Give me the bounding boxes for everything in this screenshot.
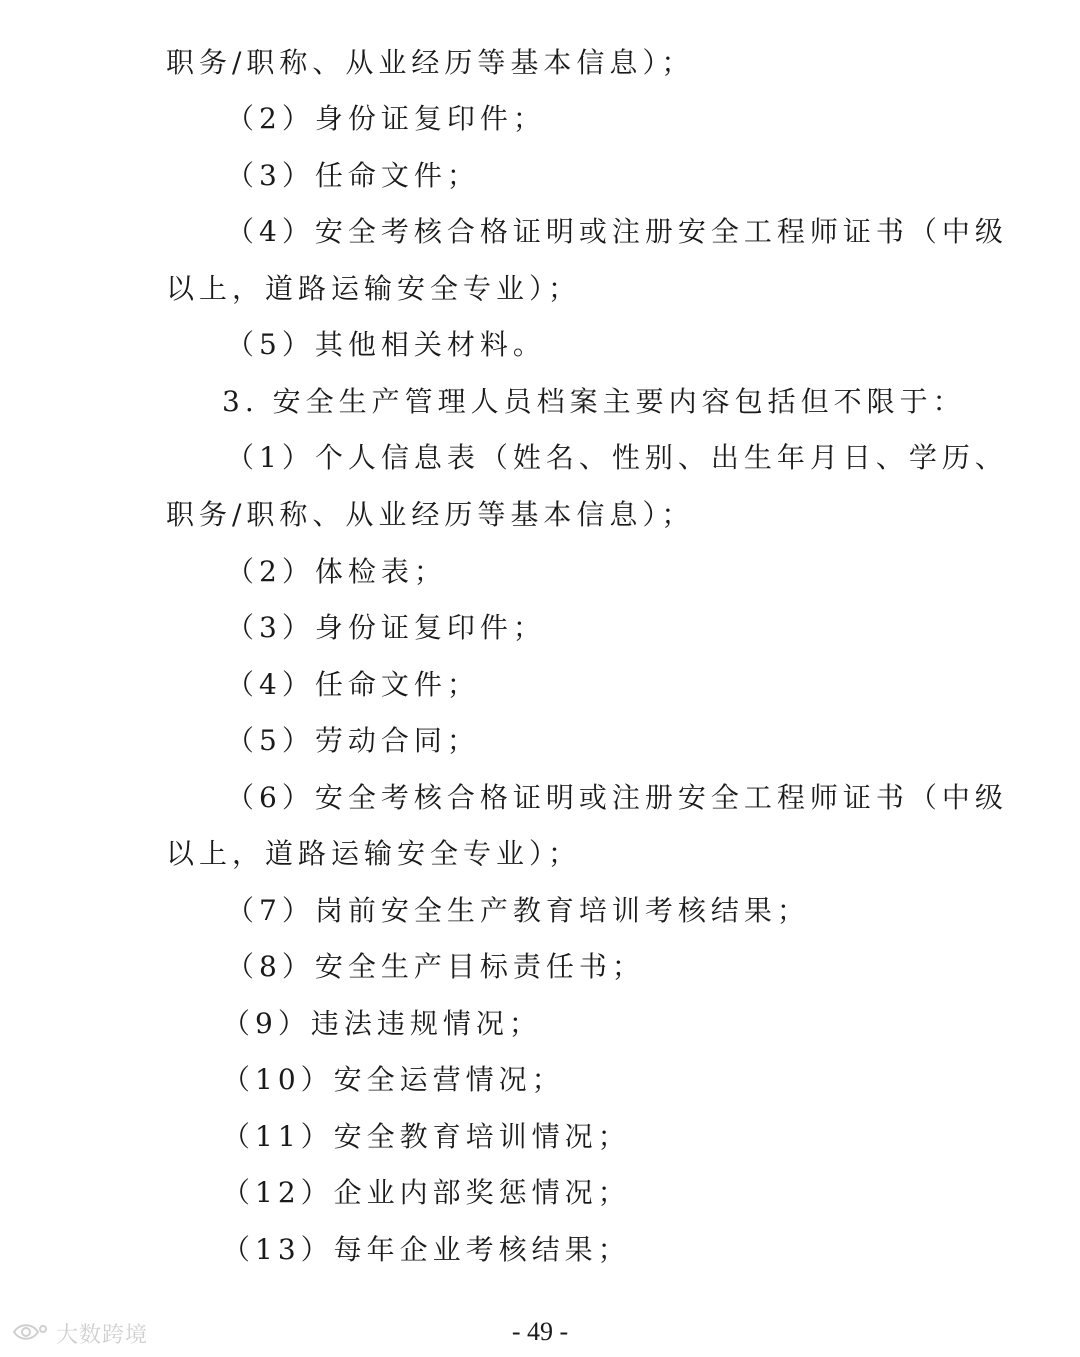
text-line: 以上，道路运输安全专业）； xyxy=(166,837,582,870)
watermark xyxy=(10,1318,148,1349)
text-line: （2）体检表； xyxy=(226,555,447,588)
text-line: （11）安全教育培训情况； xyxy=(222,1120,631,1153)
page-number: - 49 - xyxy=(511,1317,569,1346)
text-line: （12）企业内部奖惩情况； xyxy=(222,1176,631,1209)
text-line: （1）个人信息表（姓名、性别、出生年月日、学历、 xyxy=(226,441,1008,474)
section-heading: 3. 安全生产管理人员档案主要内容包括但不限于： xyxy=(222,385,966,418)
text-line: 职务/职称、从业经历等基本信息）； xyxy=(166,46,695,79)
eye-logo-icon xyxy=(10,1320,50,1348)
text-line: （5）劳动合同； xyxy=(226,724,480,757)
text-line: （4）任命文件； xyxy=(226,668,480,701)
text-line: （4）安全考核合格证明或注册安全工程师证书（中级 xyxy=(226,215,1008,248)
text-line: （8）安全生产目标责任书； xyxy=(226,950,645,983)
text-line: （10）安全运营情况； xyxy=(222,1063,565,1096)
text-line: （3）身份证复印件； xyxy=(226,611,546,644)
text-line: （13）每年企业考核结果； xyxy=(222,1233,631,1266)
text-line: （7）岗前安全生产教育培训考核结果； xyxy=(226,894,810,927)
text-line: （3）任命文件； xyxy=(226,159,480,192)
text-line: （6）安全考核合格证明或注册安全工程师证书（中级 xyxy=(226,781,1008,814)
text-line: 职务/职称、从业经历等基本信息）； xyxy=(166,498,695,531)
watermark-text: 大数跨境 xyxy=(56,1323,149,1348)
text-line: 以上，道路运输安全专业）； xyxy=(166,272,582,305)
text-line: （9）违法违规情况； xyxy=(222,1007,542,1040)
text-line: （5）其他相关材料。 xyxy=(226,328,546,361)
text-line: （2）身份证复印件； xyxy=(226,102,546,135)
